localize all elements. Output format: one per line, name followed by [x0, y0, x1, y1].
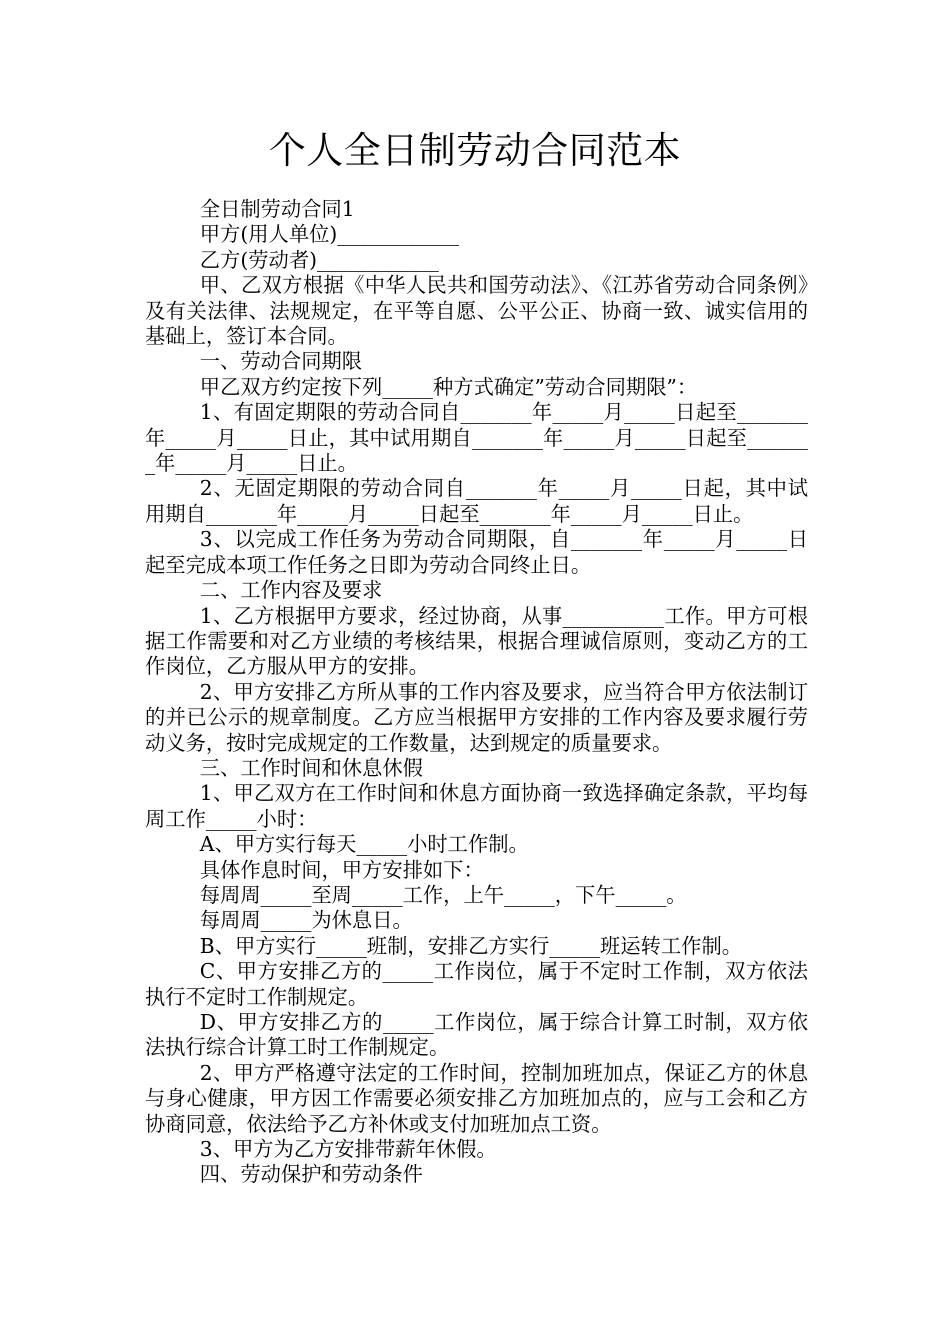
paragraph-contract-label: 全日制劳动合同1 — [199, 197, 355, 221]
section-heading-term: 一、劳动合同期限 — [199, 349, 363, 374]
paragraph-rest-day: 每周周_____为休息日。 — [199, 908, 413, 933]
document-title: 个人全日制劳动合同范本 — [268, 129, 682, 172]
section-heading-work-content: 二、工作内容及要求 — [199, 578, 383, 603]
paragraph-term-choice: 甲乙双方约定按下列_____种方式确定”劳动合同期限”： — [199, 374, 698, 399]
paragraph-party-b: 乙方(劳动者)____________ — [199, 247, 439, 272]
paragraph-task-term: 3、以完成工作任务为劳动合同期限，自_______年_____月_____日起至完成本项工作任务之日即为劳动合同终止日。 — [145, 527, 808, 577]
paragraph-weekly-hours: 1、甲乙双方在工作时间和休息方面协商一致选择确定条款，平均每周工作_____小时： — [145, 781, 808, 831]
paragraph-schedule-intro: 具体作息时间，甲方安排如下： — [199, 857, 484, 882]
document-body — [145, 197, 808, 1188]
paragraph-paid-leave: 3、甲方为乙方安排带薪年休假。 — [199, 1137, 497, 1162]
paragraph-open-term: 2、无固定期限的劳动合同自_______年_____月_____日起，其中试用期自_______年_____月_____日起至_______年_____月_____日止。 — [145, 476, 808, 526]
paragraph-work-assignment: 1、乙方根据甲方要求，经过协商，从事__________工作。甲方可根据工作需要和对乙方业绩的考核结果，根据合理诚信原则，变动乙方的工作岗位，乙方服从甲方的安排。 — [145, 603, 808, 679]
paragraph-option-b: B、甲方实行_____班制，安排乙方实行_____班运转工作制。 — [199, 933, 743, 958]
paragraph-party-a: 甲方(用人单位)____________ — [199, 222, 459, 247]
paragraph-preamble: 甲、乙双方根据《中华人民共和国劳动法》、《江苏省劳动合同条例》及有关法律、法规规定，在平等自愿、公平公正、协商一致、诚实信用的基础上，签订本合同。 — [145, 273, 808, 349]
paragraph-option-c: C、甲方安排乙方的_____工作岗位，属于不定时工作制，双方依法执行不定时工作制规定。 — [145, 959, 808, 1009]
paragraph-schedule-days: 每周周_____至周_____工作，上午_____，下午_____。 — [199, 882, 687, 907]
paragraph-work-requirements: 2、甲方安排乙方所从事的工作内容及要求，应当符合甲方依法制订的并已公示的规章制度。乙方应当根据甲方安排的工作内容及要求履行劳动义务，按时完成规定的工作数量，达到规定的质量要求。 — [145, 679, 808, 755]
section-heading-working-hours: 三、工作时间和休息休假 — [199, 755, 423, 780]
paragraph-fixed-term: 1、有固定期限的劳动合同自_______年_____月_____日起至_______年_____月_____日止，其中试用期自_______年_____月_____日起至_______年_____月_____日止。 — [145, 400, 808, 476]
paragraph-option-d: D、甲方安排乙方的_____工作岗位，属于综合计算工时制，双方依法执行综合计算工时工作制规定。 — [145, 1010, 808, 1060]
paragraph-option-a: A、甲方实行每天_____小时工作制。 — [199, 832, 529, 857]
section-heading-labor-protection: 四、劳动保护和劳动条件 — [199, 1162, 423, 1187]
paragraph-overtime: 2、甲方严格遵守法定的工作时间，控制加班加点，保证乙方的休息与身心健康，甲方因工作需要必须安排乙方加班加点的，应与工会和乙方协商同意，依法给予乙方补休或支付加班加点工资。 — [145, 1060, 808, 1136]
